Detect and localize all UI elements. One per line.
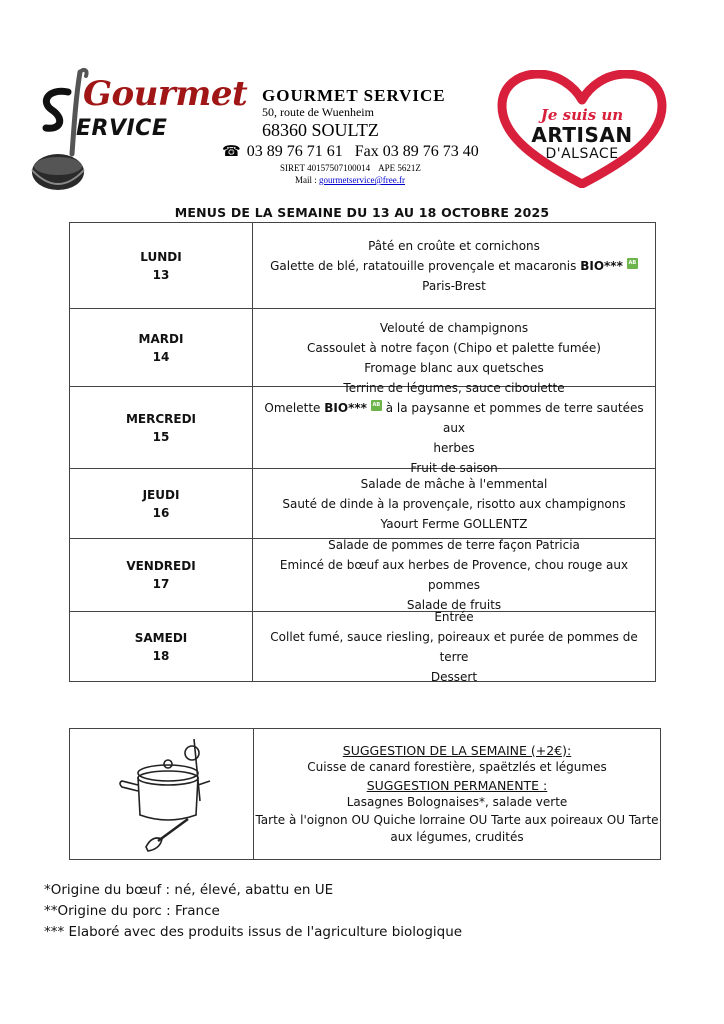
day-cell <box>70 539 253 611</box>
artisan-line2: ARTISAN <box>531 123 633 147</box>
dish-line: Velouté de champignons <box>379 320 529 335</box>
suggestion-permanent-header: SUGGESTION PERMANENTE : <box>366 777 548 793</box>
suggestion-box <box>69 728 661 860</box>
menu-row-mardi <box>70 308 655 386</box>
organic-label-icon <box>371 400 382 411</box>
suggestion-week-dish: Cuisse de canard forestière, spaëtzlés et légumes <box>307 760 607 774</box>
day-cell <box>70 469 253 538</box>
day-name: LUNDI <box>140 249 182 264</box>
dish-cell <box>253 309 655 386</box>
day-name: MERCREDI <box>125 411 197 426</box>
menu-row-vendredi <box>70 538 655 611</box>
dish-line: Yaourt Ferme GOLLENTZ <box>380 516 528 531</box>
bio-label: BIO*** <box>324 400 367 415</box>
company-name: GOURMET SERVICE <box>262 86 446 105</box>
ape-code: APE 5621Z <box>378 163 421 173</box>
dish-line <box>261 398 647 438</box>
dish-cell <box>253 380 655 475</box>
artisan-alsace-logo <box>496 70 668 188</box>
organic-label-icon <box>627 258 638 269</box>
suggestion-permanent-line: Lasagnes Bolognaises*, salade verte <box>346 795 568 809</box>
dish-line <box>270 256 638 276</box>
suggestion-week-header: SUGGESTION DE LA SEMAINE (+2€): <box>342 742 572 758</box>
menu-title: MENUS DE LA SEMAINE DU 13 AU 18 OCTOBRE 2025 <box>174 205 550 220</box>
dish-line: Sauté de dinde à la provençale, risotto aux champignons <box>282 496 626 511</box>
day-date: 15 <box>152 429 170 444</box>
dish-line: Dessert <box>430 669 478 684</box>
dish-line: Salade de fruits <box>406 598 502 612</box>
menu-row-lundi <box>70 223 655 308</box>
gourmet-service-logo <box>28 66 248 196</box>
dish-line: Paris-Brest <box>422 278 486 293</box>
telephone-icon: ☎ <box>222 144 241 160</box>
dish-line: Fruit de saison <box>410 460 498 475</box>
menu-row-mercredi <box>70 380 655 475</box>
dish-line: Salade de pommes de terre façon Patricia <box>328 538 580 552</box>
dish-line: Collet fumé, sauce riesling, poireaux et purée de pommes de terre <box>270 629 638 664</box>
dish-line: Entrée <box>434 609 474 624</box>
mail-label: Mail : <box>295 175 317 185</box>
brand-service: ERVICE <box>76 116 168 141</box>
menu-row-jeudi <box>70 468 655 538</box>
cooking-pot-icon <box>70 729 253 859</box>
dish-cell <box>253 469 655 538</box>
company-city: 68360 SOULTZ <box>262 120 379 140</box>
company-siret <box>280 163 421 173</box>
day-cell <box>70 387 253 468</box>
fax-number: Fax 03 89 76 73 40 <box>354 143 479 160</box>
dish-line: Emincé de bœuf aux herbes de Provence, chou rouge aux pommes <box>279 558 629 592</box>
siret-number: SIRET 40157507100014 <box>280 163 371 173</box>
dish-line: Salade de mâche à l'emmental <box>360 476 548 491</box>
company-phones <box>222 142 479 161</box>
dish-cell <box>253 223 655 308</box>
day-date: 14 <box>152 349 170 364</box>
mail-link[interactable]: gourmetservice@free.fr <box>319 175 405 185</box>
day-date: 16 <box>152 505 170 520</box>
artisan-line3: D'ALSACE <box>545 146 619 162</box>
brand-gourmet: Gourmet <box>83 74 248 114</box>
footnote: *Origine du bœuf : né, élevé, abattu en UE <box>44 882 334 898</box>
dish-line: Fromage blanc aux quetsches <box>364 360 544 375</box>
footnotes <box>44 880 462 943</box>
dish-line: Pâté en croûte et cornichons <box>368 238 540 253</box>
menu-table <box>69 222 656 682</box>
day-date: 13 <box>152 267 170 282</box>
dish-cell <box>253 539 655 611</box>
suggestion-text <box>254 729 660 859</box>
day-cell <box>70 612 253 681</box>
menu-row-samedi <box>70 609 655 684</box>
dish-text: Omelette <box>264 400 321 415</box>
artisan-line1: Je suis un <box>540 106 624 124</box>
day-name: JEUDI <box>142 487 180 502</box>
dish-line: Terrine de légumes, sauce ciboulette <box>343 380 565 395</box>
dish-text: Galette de blé, ratatouille provençale et macaronis <box>270 258 577 273</box>
company-street: 50, route de Wuenheim <box>262 105 374 119</box>
day-name: VENDREDI <box>126 559 196 573</box>
footnote: *** Elaboré avec des produits issus de l'agriculture biologique <box>44 924 463 940</box>
dish-text: à la paysanne et pommes de terre sautées aux <box>385 400 644 435</box>
day-name: MARDI <box>138 331 184 346</box>
dish-cell <box>253 609 655 684</box>
day-cell <box>70 223 253 308</box>
bio-label: BIO*** <box>580 258 623 273</box>
day-date: 17 <box>152 577 170 591</box>
dish-line: herbes <box>433 440 475 455</box>
dish-line: Cassoulet à notre façon (Chipo et palette fumée) <box>307 340 601 355</box>
day-cell <box>70 309 253 386</box>
phone-number: 03 89 76 71 61 <box>246 143 343 160</box>
day-name: SAMEDI <box>134 630 188 645</box>
suggestion-permanent-line: Tarte à l'oignon OU Quiche lorraine OU Tarte aux poireaux OU Tarte <box>255 812 659 827</box>
footnote: **Origine du porc : France <box>44 903 220 919</box>
suggestion-permanent-line: aux légumes, crudités <box>390 830 524 844</box>
suggestion-image <box>70 729 254 859</box>
company-mail <box>295 175 405 185</box>
day-date: 18 <box>152 648 170 663</box>
